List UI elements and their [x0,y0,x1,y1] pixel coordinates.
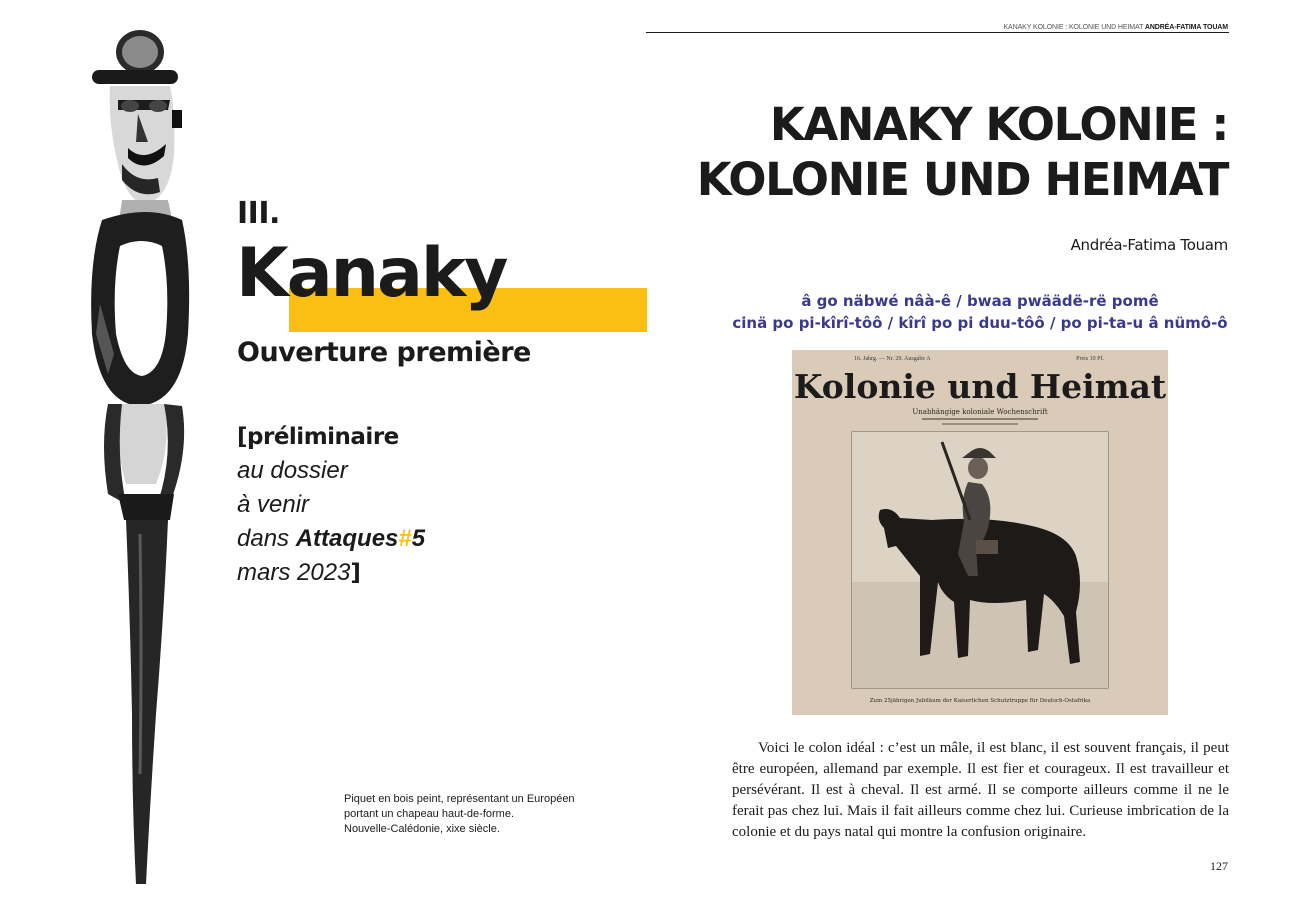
cover-issue-left: 16. Jahrg. — Nr. 29. Ausgabe A [854,356,931,362]
running-head [1003,24,1228,31]
article-title [697,97,1228,207]
article-title-line-1: KANAKY KOLONIE : [769,98,1228,151]
caption-line-1: Piquet en bois peint, représentant un Européen [344,793,575,805]
header-rule [646,32,1229,33]
section-subtitle: Ouverture première [237,337,531,368]
preliminary-date: mars 2023 [237,559,351,586]
body-paragraph: Voici le colon idéal : c’est un mâle, il est blanc, il est souvent français, il peut être européen, allemand par exemple. Il est fier et courageux. Il est travailleur et persévérant. Il est à cheval. Il est armé. Il se comporte ailleurs comme il ne le ferait pas chez lui. Mais il fait ailleurs comme chez lui. Curieuse imbrication de la colonie et du pays natal qui montre la confusion originaire. [732,740,1229,840]
epigraph-line-2: cinä po pi-kîrî-tôô / kîrî po pi duu-tôô / po pi-ta-u â nümô-ô [732,314,1228,332]
section-title: Kanaky [236,234,507,313]
wooden-post-figure-image [78,14,218,896]
epigraph [700,290,1260,334]
preliminary-dans: dans [237,525,296,552]
preliminary-line-3: à venir [237,491,310,518]
running-head-title: KANAKY KOLONIE : KOLONIE UND HEIMAT [1003,24,1144,31]
cover-masthead: Kolonie und Heimat [793,367,1167,406]
section-number: III. [237,196,280,231]
epigraph-line-1: â go näbwé nâà-ê / bwaa pwäädë-rë pomê [801,292,1159,310]
article-body [732,738,1229,843]
caption-line-2: portant un chapeau haut-de-forme. [344,808,515,820]
bracket-open: [ [237,424,248,450]
cover-subtitle: Unabhängige koloniale Wochenschrift [912,408,1048,416]
journal-hash: # [398,525,412,552]
article-author: Andréa-Fatima Touam [1070,236,1228,254]
article-title-line-2: KOLONIE UND HEIMAT [696,153,1228,206]
preliminary-line-2: au dossier [237,457,348,484]
magazine-cover-image [792,350,1168,715]
preliminary-label: préliminaire [247,424,399,450]
image-caption [344,792,575,837]
running-head-author: ANDRÉA-FATIMA TOUAM [1144,24,1228,31]
preliminary-note [237,420,425,590]
journal-name: Attaques [295,525,399,552]
caption-line-3: Nouvelle-Calédonie, xixe siècle. [344,823,500,835]
journal-issue-number: 5 [411,525,426,552]
bracket-close: ] [350,560,361,586]
page-number: 127 [1210,859,1228,873]
cover-footer: Zum 25jährigen Jubiläum der Kaiserlichen Schutztruppe für Deutsch-Ostafrika [869,698,1091,704]
cover-issue-right: Preis 10 Pf. [1076,356,1104,362]
